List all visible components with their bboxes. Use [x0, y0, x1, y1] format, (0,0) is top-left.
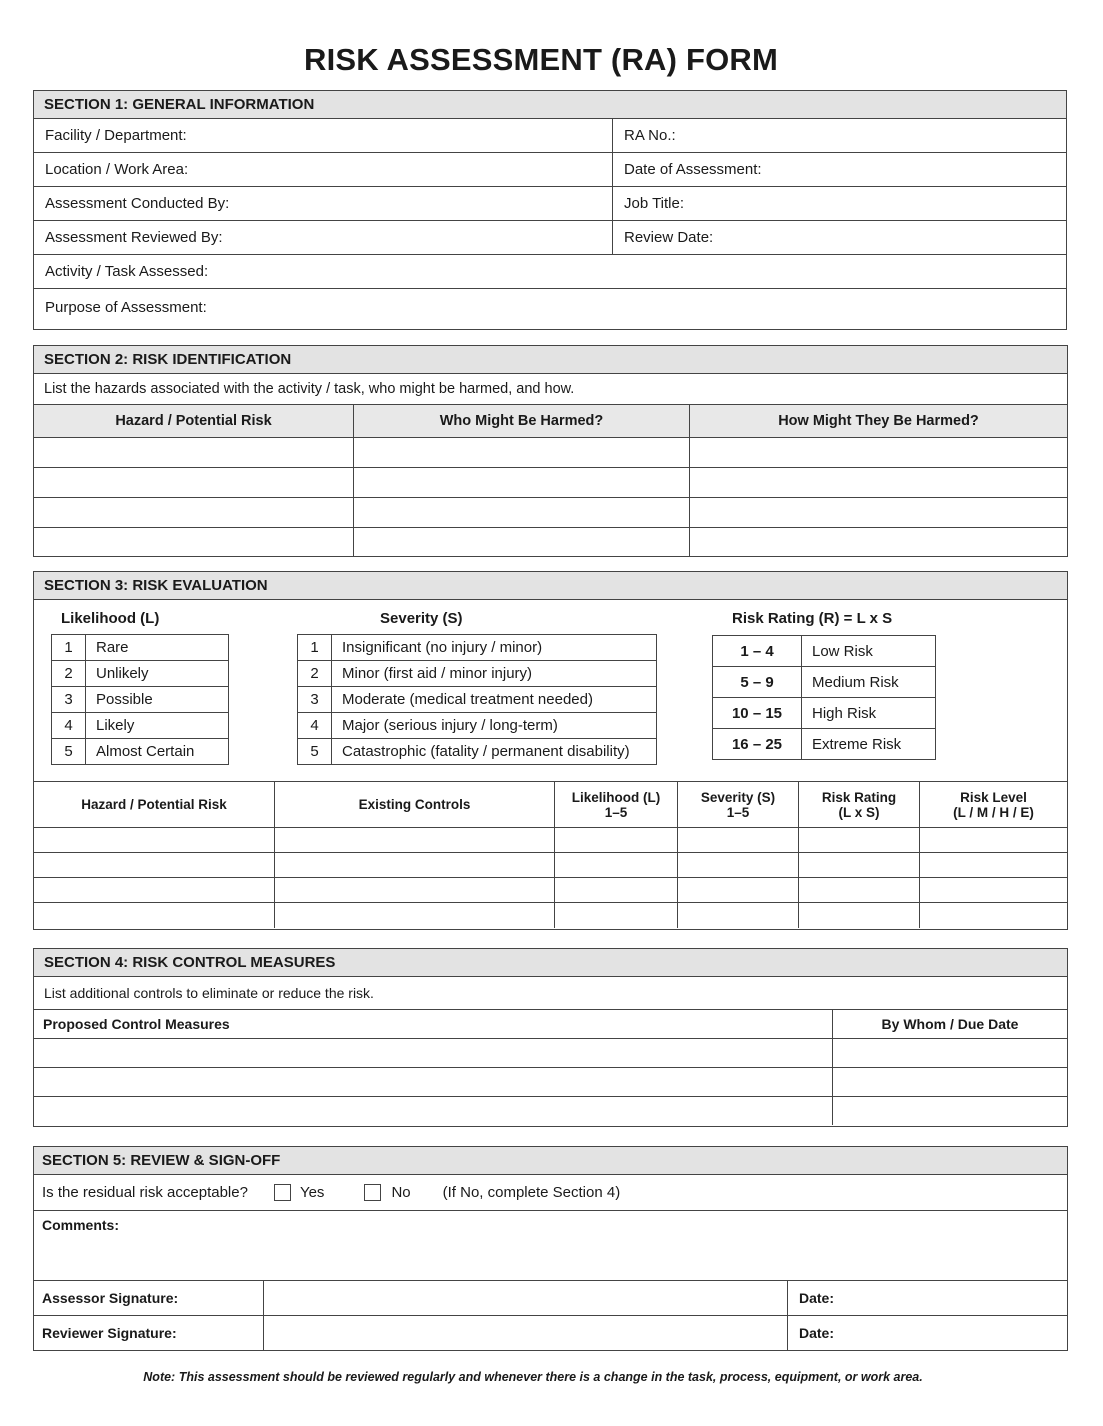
rating-range: 1 – 4	[713, 636, 802, 667]
controls-cell[interactable]	[275, 853, 555, 877]
likelihood-num: 2	[52, 661, 86, 687]
risk-rating-scale	[712, 635, 936, 760]
severity-label: Catastrophic (fatality / permanent disability)	[332, 739, 657, 765]
col-existing-controls: Existing Controls	[275, 782, 555, 827]
form-title: RISK ASSESSMENT (RA) FORM	[303, 42, 779, 77]
likelihood-num: 1	[52, 635, 86, 661]
severity-label: Insignificant (no injury / minor)	[332, 635, 657, 661]
col-hazard: Hazard / Potential Risk	[34, 405, 354, 437]
evaluation-table	[34, 781, 1067, 928]
evaluation-header-row	[34, 782, 1067, 828]
controls-cell[interactable]	[275, 828, 555, 852]
rating-label: Low Risk	[802, 636, 936, 667]
reviewer-date-field[interactable]: Date:	[799, 1325, 835, 1341]
measure-cell[interactable]	[34, 1039, 833, 1067]
how-cell[interactable]	[690, 468, 1067, 497]
col-likelihood	[555, 782, 678, 827]
level-cell[interactable]	[920, 853, 1067, 877]
footer-note: Note: This assessment should be reviewed regularly and whenever there is a change in the task, process, equipment, or work area.	[143, 1370, 923, 1384]
table-row	[34, 1068, 1067, 1097]
hazard-cell[interactable]	[34, 828, 275, 852]
section4-header-row	[34, 1010, 1067, 1039]
col-hazard: Hazard / Potential Risk	[34, 782, 275, 827]
likelihood-label: Almost Certain	[86, 739, 229, 765]
rating-label: Extreme Risk	[802, 729, 936, 760]
severity-cell[interactable]	[678, 878, 799, 902]
controls-cell[interactable]	[275, 878, 555, 902]
hazard-cell[interactable]	[34, 853, 275, 877]
section4-heading: SECTION 4: RISK CONTROL MEASURES	[34, 949, 1067, 977]
col-proposed-measures: Proposed Control Measures	[34, 1010, 833, 1038]
likelihood-cell[interactable]	[555, 878, 678, 902]
rating-cell[interactable]	[799, 878, 920, 902]
likelihood-cell[interactable]	[555, 903, 678, 928]
comments-row[interactable]	[34, 1211, 1067, 1281]
likelihood-label: Likely	[86, 713, 229, 739]
who-cell[interactable]	[354, 438, 690, 467]
col-how-harmed: How Might They Be Harmed?	[778, 413, 979, 429]
col-risk-level-line2: (L / M / H / E)	[953, 804, 1034, 820]
residual-risk-row	[34, 1175, 1067, 1211]
how-cell[interactable]	[690, 528, 1067, 557]
assessor-signature-label: Assessor Signature:	[34, 1281, 264, 1315]
likelihood-label: Unlikely	[86, 661, 229, 687]
measure-cell[interactable]	[34, 1097, 833, 1125]
reviewer-signature-label: Reviewer Signature:	[34, 1316, 264, 1350]
hazard-cell[interactable]	[34, 438, 354, 467]
section5-heading: SECTION 5: REVIEW & SIGN-OFF	[34, 1147, 1067, 1175]
measure-cell[interactable]	[34, 1068, 833, 1096]
table-row	[34, 528, 1067, 557]
table-row	[34, 498, 1067, 528]
table-row	[34, 1097, 1067, 1125]
rating-label: High Risk	[802, 698, 936, 729]
section1-general-information	[33, 90, 1067, 330]
assessor-signature-field[interactable]	[264, 1281, 788, 1315]
level-cell[interactable]	[920, 878, 1067, 902]
likelihood-cell[interactable]	[555, 853, 678, 877]
severity-title: Severity (S)	[380, 610, 463, 627]
table-row	[34, 828, 1067, 853]
col-severity-line2: 1–5	[726, 804, 750, 820]
rating-cell[interactable]	[799, 903, 920, 928]
assessor-date-field[interactable]: Date:	[799, 1290, 835, 1306]
likelihood-num: 3	[52, 687, 86, 713]
level-cell[interactable]	[920, 903, 1067, 928]
section2-intro: List the hazards associated with the activity / task, who might be harmed, and how.	[34, 374, 1067, 405]
hazard-cell[interactable]	[34, 903, 275, 928]
hazard-cell[interactable]	[34, 468, 354, 497]
rating-label: Medium Risk	[802, 667, 936, 698]
col-risk-rating	[799, 782, 920, 827]
severity-label: Minor (first aid / minor injury)	[332, 661, 657, 687]
likelihood-scale	[51, 634, 229, 765]
col-likelihood-line2: 1–5	[604, 804, 628, 820]
controls-cell[interactable]	[275, 903, 555, 928]
col-likelihood-line1: Likelihood (L)	[571, 789, 661, 805]
table-row	[34, 468, 1067, 498]
col-severity-line1: Severity (S)	[700, 789, 776, 805]
section2-heading: SECTION 2: RISK IDENTIFICATION	[34, 346, 1067, 374]
severity-scale	[297, 634, 657, 765]
residual-risk-question: Is the residual risk acceptable?	[42, 1184, 248, 1201]
section3-heading: SECTION 3: RISK EVALUATION	[34, 572, 1067, 600]
likelihood-num: 4	[52, 713, 86, 739]
yes-checkbox[interactable]	[274, 1184, 291, 1201]
who-cell[interactable]	[354, 528, 690, 557]
who-cell[interactable]	[354, 468, 690, 497]
level-cell[interactable]	[920, 828, 1067, 852]
table-row	[34, 903, 1067, 928]
severity-label: Moderate (medical treatment needed)	[332, 687, 657, 713]
purpose-field[interactable]: Purpose of Assessment:	[45, 298, 207, 316]
reviewer-signature-field[interactable]	[264, 1316, 788, 1350]
severity-num: 3	[298, 687, 332, 713]
rating-range: 16 – 25	[713, 729, 802, 760]
how-cell[interactable]	[690, 498, 1067, 527]
severity-label: Major (serious injury / long-term)	[332, 713, 657, 739]
no-label: No	[391, 1184, 411, 1201]
severity-cell[interactable]	[678, 828, 799, 852]
severity-num: 1	[298, 635, 332, 661]
table-row	[34, 438, 1067, 468]
rating-range: 5 – 9	[713, 667, 802, 698]
comments-label: Comments:	[42, 1217, 120, 1233]
section4-hint: (If No, complete Section 4)	[442, 1184, 621, 1201]
table-row	[34, 853, 1067, 878]
hazard-cell[interactable]	[34, 878, 275, 902]
activity-field[interactable]: Activity / Task Assessed:	[45, 263, 209, 280]
review-date-field[interactable]: Review Date:	[624, 229, 714, 246]
likelihood-cell[interactable]	[555, 828, 678, 852]
col-severity	[678, 782, 799, 827]
section2-risk-identification	[33, 345, 1068, 557]
reviewed-by-field[interactable]: Assessment Reviewed By:	[34, 221, 613, 254]
section2-header-row	[34, 405, 1067, 438]
section5-review-signoff	[33, 1146, 1068, 1351]
severity-num: 2	[298, 661, 332, 687]
col-risk-level	[920, 782, 1067, 827]
whom-cell[interactable]	[833, 1097, 1067, 1125]
yes-label: Yes	[299, 1184, 325, 1201]
location-field[interactable]: Location / Work Area:	[34, 153, 613, 186]
hazard-cell[interactable]	[34, 498, 354, 527]
likelihood-label: Possible	[86, 687, 229, 713]
whom-cell[interactable]	[833, 1068, 1067, 1096]
likelihood-num: 5	[52, 739, 86, 765]
rating-cell[interactable]	[799, 853, 920, 877]
hazard-cell[interactable]	[34, 528, 354, 557]
severity-num: 5	[298, 739, 332, 765]
job-title-field[interactable]: Job Title:	[624, 195, 685, 212]
conducted-by-field[interactable]: Assessment Conducted By:	[34, 187, 613, 220]
severity-num: 4	[298, 713, 332, 739]
facility-field[interactable]: Facility / Department:	[34, 119, 613, 152]
section4-risk-control-measures	[33, 948, 1068, 1127]
section3-risk-evaluation	[33, 571, 1068, 930]
reviewer-signature-row	[34, 1316, 1067, 1350]
table-row	[34, 878, 1067, 903]
whom-cell[interactable]	[833, 1039, 1067, 1067]
risk-rating-title: Risk Rating (R) = L x S	[732, 610, 893, 627]
col-risk-rating-line2: (L x S)	[838, 804, 880, 820]
date-of-assessment-field[interactable]: Date of Assessment:	[624, 161, 762, 178]
rating-cell[interactable]	[799, 828, 920, 852]
likelihood-title: Likelihood (L)	[61, 610, 160, 627]
col-risk-rating-line1: Risk Rating	[821, 789, 897, 805]
who-cell[interactable]	[354, 498, 690, 527]
severity-cell[interactable]	[678, 903, 799, 928]
assessor-signature-row	[34, 1281, 1067, 1316]
col-who-harmed: Who Might Be Harmed?	[354, 405, 690, 437]
how-cell[interactable]	[690, 438, 1067, 467]
rating-range: 10 – 15	[713, 698, 802, 729]
section1-heading: SECTION 1: GENERAL INFORMATION	[34, 91, 1066, 119]
table-row	[34, 1039, 1067, 1068]
section4-intro: List additional controls to eliminate or reduce the risk.	[34, 977, 1067, 1010]
col-risk-level-line1: Risk Level	[960, 789, 1027, 805]
severity-cell[interactable]	[678, 853, 799, 877]
ra-number-field[interactable]: RA No.:	[624, 127, 676, 144]
col-by-whom: By Whom / Due Date	[881, 1016, 1019, 1032]
likelihood-label: Rare	[86, 635, 229, 661]
no-checkbox[interactable]	[364, 1184, 381, 1201]
